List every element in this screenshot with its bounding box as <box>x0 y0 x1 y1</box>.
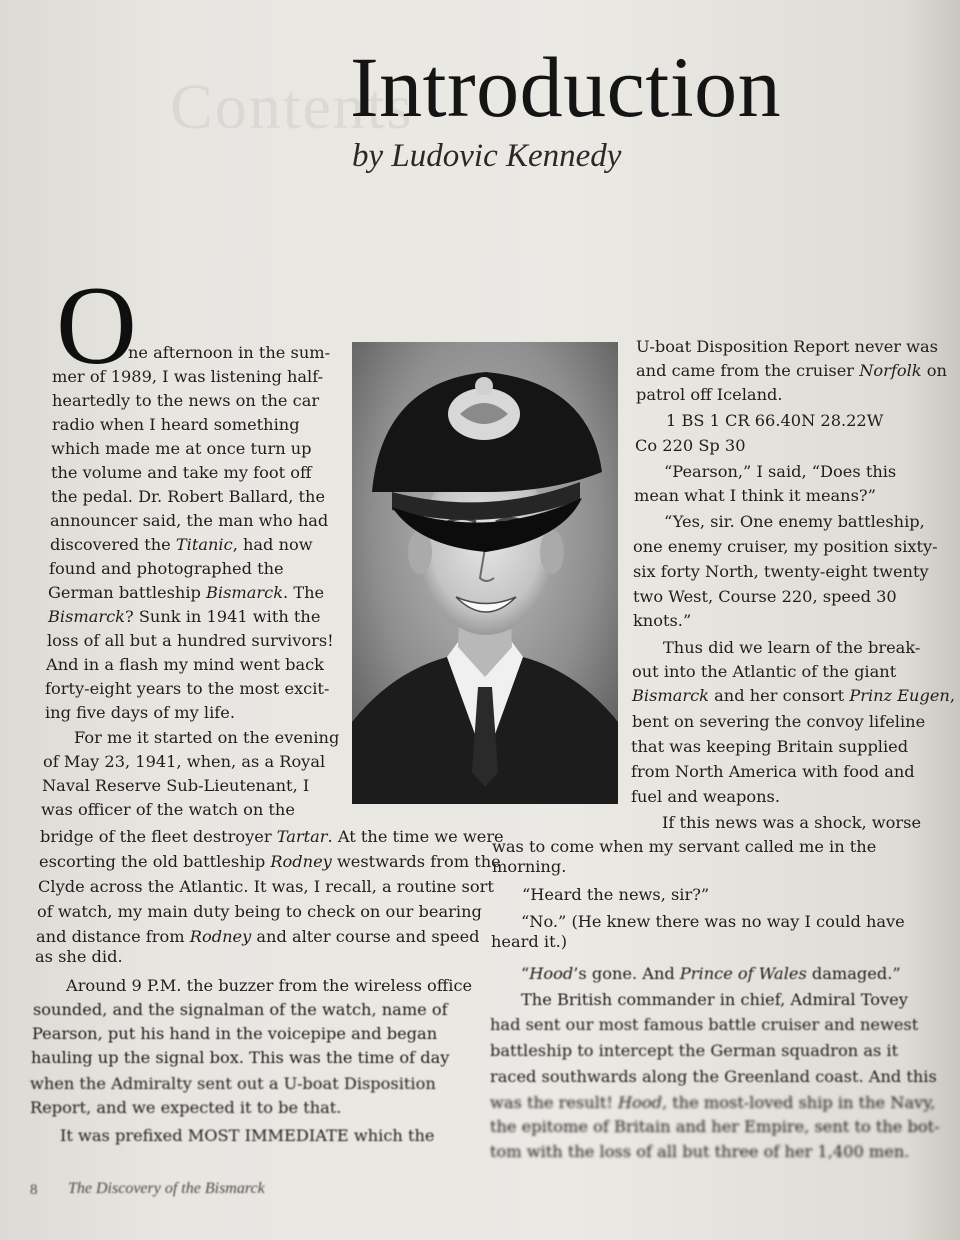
body-text-line: Around 9 P.M. the buzzer from the wireless office <box>66 976 473 995</box>
body-text-line: battleship to intercept the German squadron as it <box>490 1041 899 1060</box>
body-text-line: The British commander in chief, Admiral Tovey <box>521 990 908 1009</box>
body-text-line: knots.” <box>633 611 692 630</box>
body-text-line: had sent our most famous battle cruiser and newest <box>490 1015 919 1034</box>
body-text-line: German battleship Bismarck. The <box>48 583 325 602</box>
body-text-line: It was prefixed MOST IMMEDIATE which the <box>60 1126 435 1145</box>
body-text-line: six forty North, twenty-eight twenty <box>633 562 929 581</box>
body-text-line: If this news was a shock, worse <box>662 813 922 832</box>
body-text-line: Bismarck and her consort Prinz Eugen, <box>632 686 955 705</box>
body-text-line: heard it.) <box>491 932 568 951</box>
body-text-line: of watch, my main duty being to check on our bearing <box>37 902 482 921</box>
body-text-line: and came from the cruiser Norfolk on <box>636 361 947 380</box>
body-text-line: bent on severing the convoy lifeline <box>632 712 926 731</box>
body-text-line: two West, Course 220, speed 30 <box>633 587 897 606</box>
portrait-photo <box>352 342 618 804</box>
body-text-line: tom with the loss of all but three of her 1,400 men. <box>490 1142 910 1161</box>
page-title: Introduction <box>350 39 782 135</box>
body-text-line: from North America with food and <box>631 762 915 781</box>
body-text-line: morning. <box>492 857 567 876</box>
byline: by Ludovic Kennedy <box>352 138 622 174</box>
body-text-line: “Heard the news, sir?” <box>522 885 710 904</box>
body-text-line: the volume and take my foot off <box>51 463 312 482</box>
body-text-line: that was keeping Britain supplied <box>631 737 909 756</box>
body-text-line: the epitome of Britain and her Empire, sent to the bot- <box>490 1117 940 1136</box>
body-text-line: Clyde across the Atlantic. It was, I recall, a routine sort <box>38 877 494 896</box>
body-text-line: patrol off Iceland. <box>636 385 783 404</box>
body-text-line: sounded, and the signalman of the watch, name of <box>33 1000 448 1019</box>
body-text-line: Pearson, put his hand in the voicepipe and began <box>32 1024 438 1043</box>
body-text-line: Report, and we expected it to be that. <box>30 1098 342 1117</box>
body-text-line: was the result! Hood, the most-loved ship in the Navy, <box>490 1093 936 1112</box>
body-text-line: found and photographed the <box>49 559 284 578</box>
body-text-line: U-boat Disposition Report never was <box>636 337 938 356</box>
body-text-line: heartedly to the news on the car <box>52 391 320 410</box>
body-text-line: Co 220 Sp 30 <box>635 436 746 455</box>
body-text-line: announcer said, the man who had <box>50 511 329 530</box>
body-text-line: ing five days of my life. <box>45 703 235 722</box>
body-text-line: which made me at once turn up <box>51 439 312 458</box>
body-text-line: forty-eight years to the most excit- <box>45 679 330 698</box>
drop-cap: O <box>56 264 137 388</box>
body-text-line: escorting the old battleship Rodney westwards from the <box>39 852 501 871</box>
body-text-line: loss of all but a hundred survivors! <box>47 631 334 650</box>
body-text-line: the pedal. Dr. Robert Ballard, the <box>51 487 326 506</box>
body-text-line: one enemy cruiser, my position sixty- <box>633 537 938 556</box>
body-text-line: mean what I think it means?” <box>634 486 876 505</box>
officer-portrait-image <box>352 342 618 804</box>
body-text-line: out into the Atlantic of the giant <box>632 662 897 681</box>
body-text-line: Bismarck? Sunk in 1941 with the <box>48 607 321 626</box>
body-text-line: of May 23, 1941, when, as a Royal <box>43 752 326 771</box>
body-text-line: “No.” (He knew there was no way I could have <box>521 912 905 931</box>
body-text-line: hauling up the signal box. This was the time of day <box>31 1048 450 1067</box>
body-text-line: was to come when my servant called me in the <box>492 837 877 856</box>
body-text-line: and distance from Rodney and alter course and speed <box>36 927 480 946</box>
running-footer-title: The Discovery of the Bismarck <box>68 1180 265 1197</box>
body-text-line: discovered the Titanic, had now <box>50 535 313 554</box>
body-text-line: as she did. <box>35 947 123 966</box>
show-through-text: Contents <box>170 71 414 142</box>
body-text-line: mer of 1989, I was listening half- <box>52 367 324 386</box>
body-text-line: bridge of the fleet destroyer Tartar. At the time we were <box>40 827 504 846</box>
body-text-line: fuel and weapons. <box>631 787 780 806</box>
body-text-line: raced southwards along the Greenland coast. And this <box>490 1067 937 1086</box>
page-number: 8 <box>30 1182 38 1198</box>
body-text-line: radio when I heard something <box>52 415 300 434</box>
body-text-line: was officer of the watch on the <box>41 800 295 819</box>
body-text-line: when the Admiralty sent out a U-boat Disposition <box>30 1074 436 1093</box>
body-text-line: 1 BS 1 CR 66.40N 28.22W <box>666 411 884 430</box>
body-text-line: “Yes, sir. One enemy battleship, <box>664 512 925 531</box>
body-text-line: ne afternoon in the sum- <box>128 343 331 362</box>
body-text-line: For me it started on the evening <box>74 728 340 747</box>
body-text-line: “Hood’s gone. And Prince of Wales damaged.” <box>521 964 901 983</box>
body-text-line: And in a flash my mind went back <box>46 655 324 674</box>
body-text-line: “Pearson,” I said, “Does this <box>664 462 897 481</box>
body-text-line: Naval Reserve Sub-Lieutenant, I <box>42 776 310 795</box>
body-text-line: Thus did we learn of the break- <box>663 638 921 657</box>
